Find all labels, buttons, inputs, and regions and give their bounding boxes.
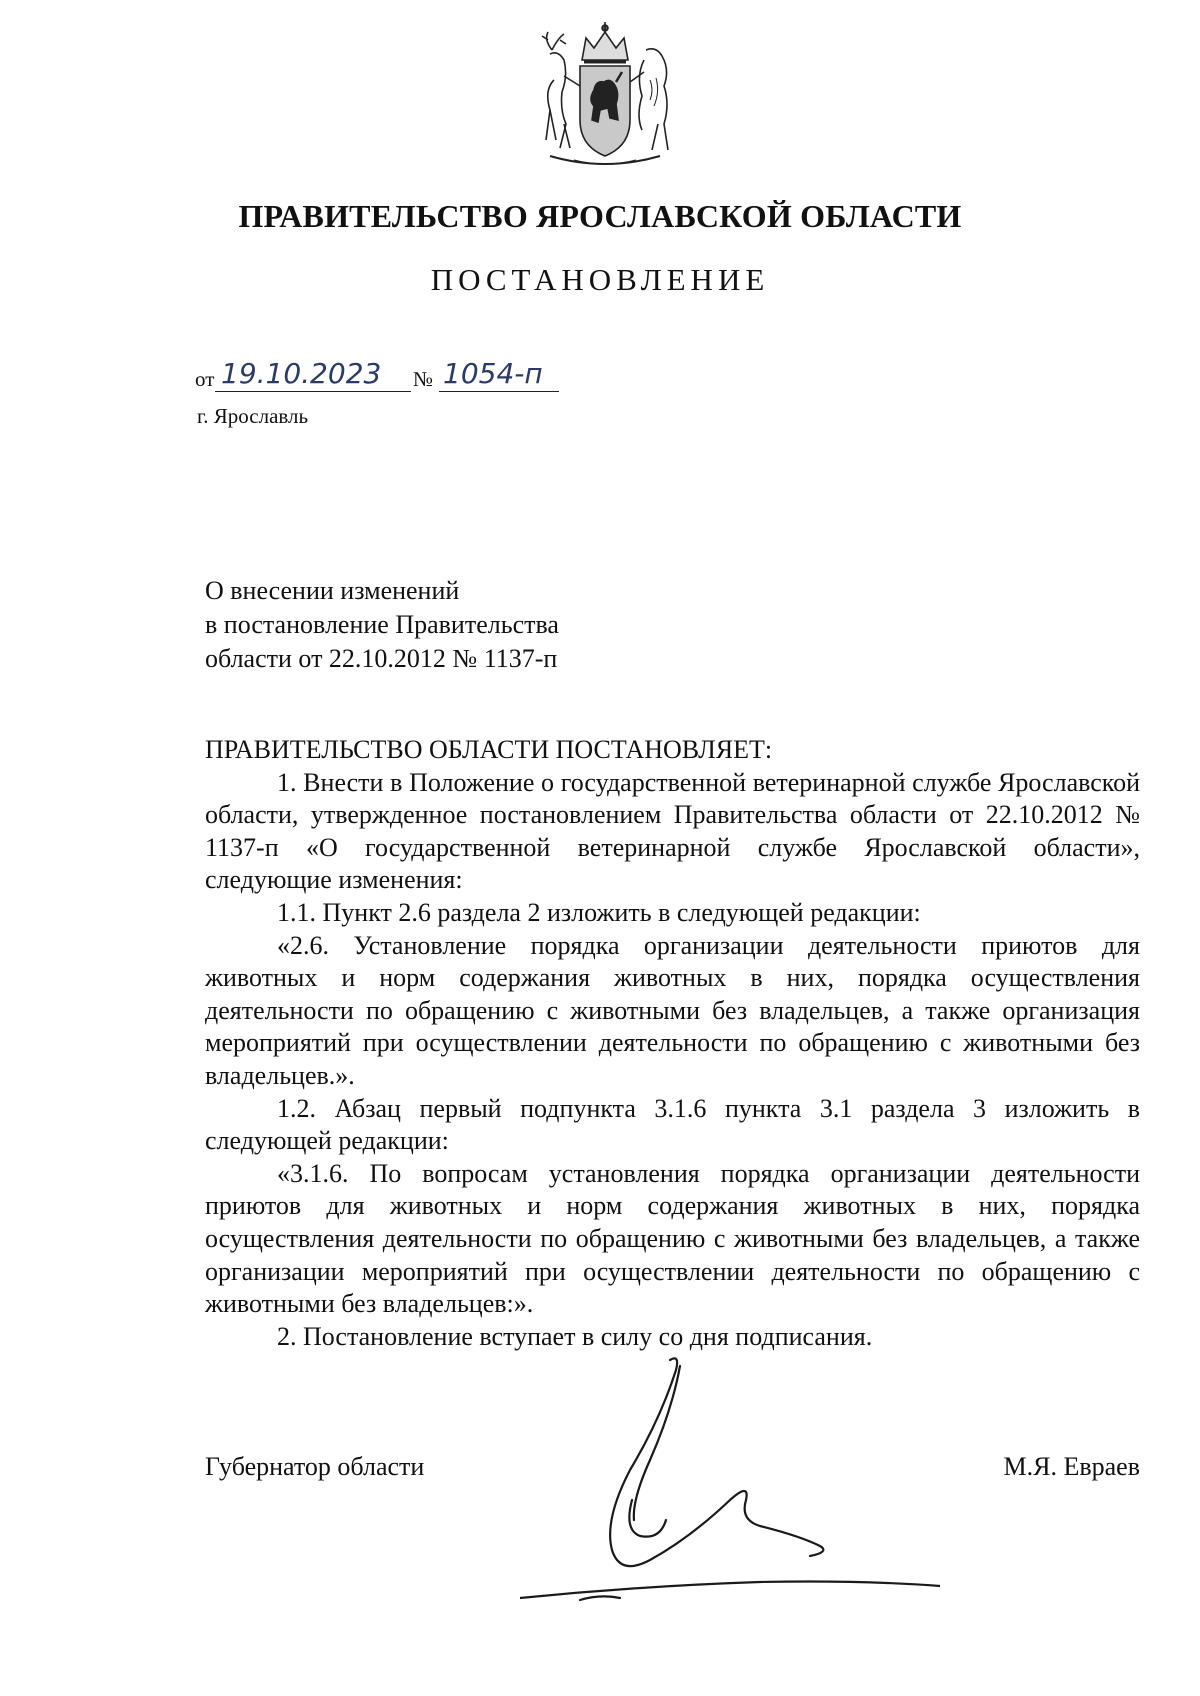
resolution-heading: ПРАВИТЕЛЬСТВО ОБЛАСТИ ПОСТАНОВЛЯЕТ: bbox=[205, 735, 773, 764]
paragraph-2: 2. Постановление вступает в силу со дня подписания. bbox=[277, 1321, 873, 1351]
number-underline bbox=[439, 391, 559, 392]
paragraph-1: 1. Внести в Положение о государственной ветеринарной службе Ярославской области, утвержденное постановлением Правительства области от 22.10.2012 № 1137-п «О государственной ветеринарной службе Ярославской области», следующие изменения: bbox=[205, 767, 1140, 895]
government-title: ПРАВИТЕЛЬСТВО ЯРОСЛАВСКОЙ ОБЛАСТИ bbox=[238, 198, 962, 234]
paragraph-1-1-quote: «2.6. Установление порядка организации деятельности приютов для животных и норм содержания животных в них, порядка осуществления деятельности по обращению с животными без владельцев, а также организация мероприятий при осуществлении деятельности по обращению с животными без владельцев.». bbox=[205, 930, 1140, 1090]
paragraph-1-1: 1.1. Пункт 2.6 раздела 2 изложить в следующей редакции: bbox=[277, 897, 921, 927]
paragraph-1-2-quote: «3.1.6. По вопросам установления порядка организации деятельности приютов для животных и норм содержания животных в них, порядка осуществления деятельности по обращению с животными без владельцев, а также организации мероприятий при осуществлении деятельности по обращению с животными без владельцев:». bbox=[205, 1158, 1140, 1319]
handwritten-date: 19.10.2023 bbox=[221, 357, 382, 390]
date-underline bbox=[215, 391, 411, 392]
handwritten-number: 1054-п bbox=[443, 357, 543, 390]
city: г. Ярославль bbox=[197, 404, 309, 428]
subject-block bbox=[205, 574, 559, 676]
date-label: от bbox=[195, 367, 215, 391]
number-label: № bbox=[413, 367, 434, 391]
paragraph-1-2: 1.2. Абзац первый подпункта 3.1.6 пункта 3.1 раздела 3 изложить в следующей редакции: bbox=[205, 1093, 1140, 1156]
subject-line: области от 22.10.2012 № 1137-п bbox=[205, 644, 558, 673]
coat-of-arms-icon bbox=[524, 20, 686, 176]
document-type: ПОСТАНОВЛЕНИЕ bbox=[430, 262, 770, 297]
signatory-position: Губернатор области bbox=[205, 1452, 425, 1481]
subject-line: в постановление Правительства bbox=[205, 610, 559, 639]
subject-line: О внесении изменений bbox=[205, 576, 460, 605]
signatory-name: М.Я. Евраев bbox=[1003, 1452, 1140, 1481]
date-number-line bbox=[195, 356, 615, 400]
document-body bbox=[205, 734, 1140, 1353]
handwritten-signature-icon bbox=[520, 1350, 940, 1610]
